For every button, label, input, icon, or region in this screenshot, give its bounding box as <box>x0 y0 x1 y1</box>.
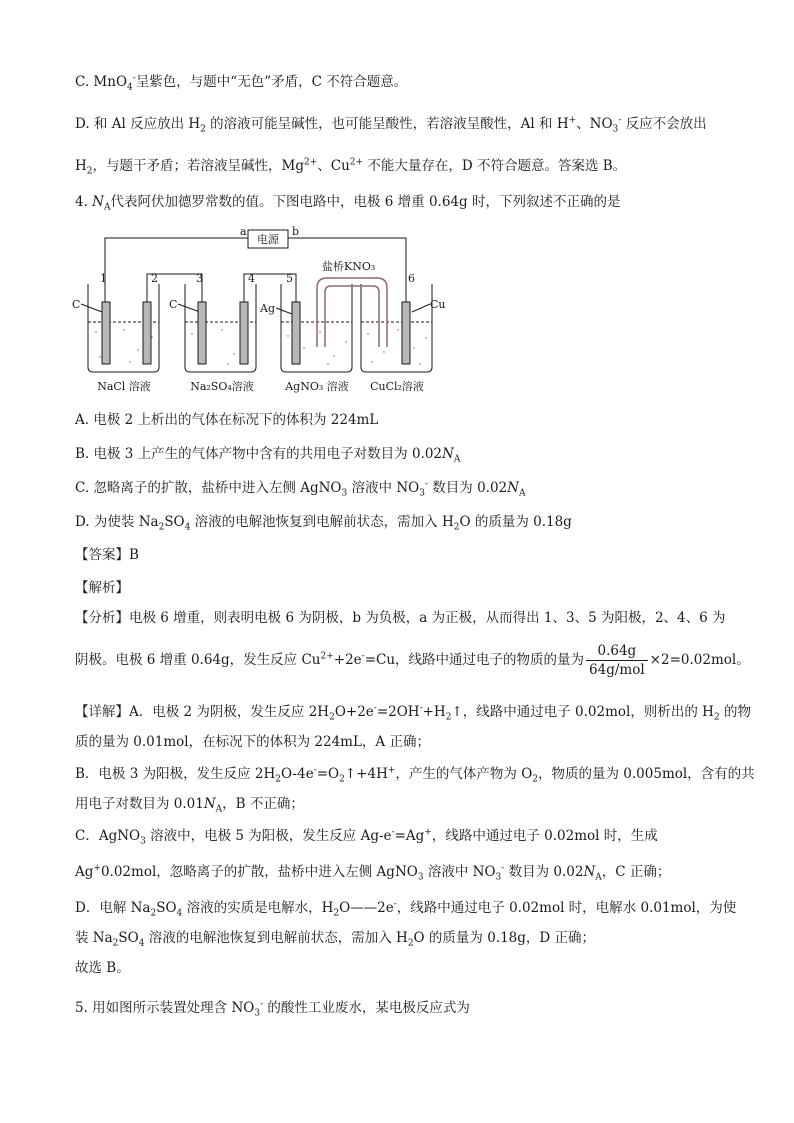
text-segment: C．AgNO <box>75 828 141 844</box>
analysis-heading <box>75 578 129 598</box>
text-segment: H <box>75 158 87 174</box>
text-segment: C. MnO <box>75 74 128 90</box>
avogadro-symbol: N <box>92 194 104 210</box>
text-segment: 呈紫色，与题中“无色”矛盾，C 不符合题意。 <box>135 74 408 90</box>
electrode-number-2: 2 <box>151 272 158 285</box>
electrolysis-circuit-figure <box>72 222 452 400</box>
fraction <box>586 642 648 679</box>
text-segment: O——2e <box>339 900 394 916</box>
detail-line-7 <box>75 898 736 918</box>
text-segment: SO <box>164 514 185 530</box>
text-segment: O 的质量为 0.18g <box>459 514 572 530</box>
subscript: A <box>103 202 111 213</box>
text-segment: 的物 <box>719 704 751 720</box>
text-segment: D．电解 Na <box>75 900 151 916</box>
electrode-2 <box>143 302 151 364</box>
electrode-6 <box>402 302 410 364</box>
subscript: 3 <box>495 872 502 883</box>
text-segment: 0.02mol，忽略离子的扩散，盐桥中进入左侧 AgNO <box>100 864 418 880</box>
detail-line-2 <box>75 732 430 752</box>
text-segment: D. 为使装 Na <box>75 514 159 530</box>
option-text: B. 电极 3 上产生的气体产物中含有的共用电子对数目为 0.02 <box>75 446 443 462</box>
detail-line-6 <box>75 862 670 882</box>
answer-line <box>75 545 139 565</box>
text-segment: ，C 正确； <box>601 864 671 880</box>
subscript: 3 <box>417 872 424 883</box>
text-segment: =Cu，线路中通过电子的物质的量为 <box>364 652 585 668</box>
detail-line-4 <box>75 794 304 814</box>
text-segment: 溶液的实质是电解水，H <box>182 900 334 916</box>
subscript: 2 <box>158 522 165 533</box>
salt-bridge-label: 盐桥KNO₃ <box>322 260 376 273</box>
text-segment: SO <box>156 900 177 916</box>
solution-label-cucl2: CuCl₂溶液 <box>370 380 424 393</box>
subscript: 2 <box>453 522 460 533</box>
analysis-text: 【分析】电极 6 增重，则表明电极 6 为阴极，b 为负极，a 为正极，从而得出 1、3、5 为阳极，2、4、6 为 <box>75 610 726 626</box>
question-text: 代表阿伏加德罗常数的值。下图电路中，电极 6 增重 0.64g 时，下列叙述不正确的是 <box>110 194 621 210</box>
superscript: - <box>313 765 317 776</box>
avogadro-symbol: N <box>583 864 596 880</box>
subscript: A <box>453 454 461 465</box>
question-5-stem <box>75 998 470 1018</box>
text-segment: 的酸性工业废水，某电极反应式为 <box>263 1000 470 1016</box>
superscript: - <box>501 863 505 874</box>
power-source-label: 电源 <box>257 233 279 246</box>
avogadro-symbol: N <box>203 796 216 812</box>
text-segment: 用电子对数目为 0.01 <box>75 796 204 812</box>
superscript: - <box>391 827 395 838</box>
superscript: - <box>424 479 428 490</box>
text-segment: 、Cu <box>317 158 350 174</box>
electrode-number-5: 5 <box>286 272 293 285</box>
subscript: 4 <box>176 908 183 919</box>
subscript: 2 <box>112 938 119 949</box>
subscript: 3 <box>140 836 146 847</box>
text-segment: 5. 用如图所示装置处理含 NO <box>75 1000 255 1016</box>
electrode-5 <box>292 302 300 364</box>
question-4-stem <box>75 192 620 212</box>
text-segment: 、NO <box>576 116 613 132</box>
solution-label-na2so4: Na₂SO₄溶液 <box>190 380 254 393</box>
text-segment: 溶液中 NO <box>423 864 496 880</box>
superscript: - <box>373 703 377 714</box>
text-segment: O 的质量为 0.18g，D 正确； <box>413 930 596 946</box>
text-segment: O+2e <box>334 704 374 720</box>
electrode-number-6: 6 <box>408 272 415 285</box>
subscript: A <box>215 804 223 815</box>
text-segment: ×2=0.02mol。 <box>649 652 750 668</box>
option-c <box>75 478 525 498</box>
text-segment: 【详解】A．电极 2 为阴极，发生反应 2H <box>75 704 330 720</box>
superscript: 2+ <box>320 651 334 662</box>
fraction-numerator: 0.64g <box>586 642 648 661</box>
option-b <box>75 444 460 464</box>
text-segment: B．电极 3 为阳极，发生反应 2H <box>75 766 276 782</box>
superscript: - <box>393 899 397 910</box>
text-segment: ↑+4H <box>344 766 388 782</box>
question-number: 4. <box>75 194 93 210</box>
superscript: - <box>361 651 365 662</box>
terminal-b-label: b <box>292 225 300 238</box>
subscript: 2 <box>329 712 335 723</box>
option-a <box>75 410 378 430</box>
avogadro-symbol: N <box>442 446 454 462</box>
text-segment: =Ag <box>394 828 425 844</box>
subscript: 2 <box>713 712 720 723</box>
subscript: 2 <box>407 938 414 949</box>
subscript: 3 <box>419 488 425 499</box>
subscript: A <box>518 488 526 499</box>
text-segment: ，线路中通过电子 0.02mol 时，电解水 0.01mol，为使 <box>396 900 737 916</box>
superscript: 2+ <box>349 157 364 168</box>
subscript: A <box>595 872 602 883</box>
option-d-previous-line2 <box>75 156 626 176</box>
text-segment: 故选 B。 <box>75 960 130 976</box>
analysis-line-1 <box>75 608 726 628</box>
carbon-electrode-label: C <box>72 298 81 311</box>
text-segment: O-4e <box>280 766 314 782</box>
subscript: 2 <box>150 908 157 919</box>
subscript: 2 <box>333 908 340 919</box>
detail-line-1 <box>75 702 751 722</box>
text-segment: ，产生的气体产物为 O <box>395 766 533 782</box>
superscript: - <box>618 115 622 126</box>
text-segment: D. 和 Al 反应放出 H <box>75 116 201 132</box>
subscript: 4 <box>184 522 191 533</box>
avogadro-symbol: N <box>507 480 519 496</box>
terminal-a-label: a <box>240 225 247 238</box>
subscript: 2 <box>532 774 538 785</box>
subscript: 2 <box>445 712 452 723</box>
text-segment: ，线路中通过电子 0.02mol 时，生成 <box>431 828 658 844</box>
electrode-4 <box>240 302 248 364</box>
text-segment: 反应不会放出 <box>621 116 707 132</box>
electrode-3 <box>198 302 206 364</box>
superscript: - <box>132 73 136 84</box>
subscript: 2 <box>275 774 281 785</box>
subscript: 3 <box>254 1008 261 1019</box>
subscript: 2 <box>200 124 206 135</box>
electrode-number-4: 4 <box>248 272 255 285</box>
superscript: + <box>424 827 432 838</box>
detail-line-8 <box>75 928 595 948</box>
solution-label-nacl: NaCl 溶液 <box>97 380 151 393</box>
text-segment: +H <box>422 704 446 720</box>
text-segment: ↑，线路中通过电子 0.02mol，则析出的 H <box>451 704 714 720</box>
text-segment: ，与题干矛盾；若溶液呈碱性，Mg <box>92 158 304 174</box>
text-segment: 溶液中 NO <box>347 480 420 496</box>
carbon-electrode-label: C <box>169 298 178 311</box>
subscript: 4 <box>138 938 145 949</box>
text-segment: 装 Na <box>75 930 113 946</box>
subscript: 3 <box>612 124 619 135</box>
electrode-number-1: 1 <box>100 272 107 285</box>
text-segment: 数目为 0.02 <box>504 864 584 880</box>
superscript: + <box>387 765 396 776</box>
detail-line-3 <box>75 764 755 784</box>
analysis-title: 【解析】 <box>75 580 129 596</box>
analysis-line-2 <box>75 638 750 682</box>
copper-electrode-label: Cu <box>430 298 446 311</box>
option-d-previous-line1 <box>75 114 707 134</box>
superscript: 2+ <box>303 157 318 168</box>
text-segment: =2OH <box>376 704 420 720</box>
superscript: + <box>93 863 101 874</box>
answer-text: 【答案】B <box>75 547 139 563</box>
text-segment: +2e <box>333 652 362 668</box>
electrode-1 <box>102 302 110 364</box>
fraction-denominator: 64g/mol <box>589 662 645 678</box>
subscript: 2 <box>339 774 345 785</box>
text-segment: 阴极。电极 6 增重 0.64g，发生反应 Cu <box>75 652 321 668</box>
text-segment: C. 忽略离子的扩散，盐桥中进入左侧 AgNO <box>75 480 342 496</box>
solution-label-agno3: AgNO₃ 溶液 <box>285 380 349 393</box>
electrode-number-3: 3 <box>196 272 203 285</box>
text-segment: 溶液的电解池恢复到电解前状态，需加入 H <box>144 930 408 946</box>
subscript: 3 <box>341 488 348 499</box>
text-segment: 质的量为 0.01mol，在标况下的体积为 224mL，A 正确； <box>75 734 430 750</box>
text-segment: 数目为 0.02 <box>427 480 508 496</box>
text-segment: SO <box>118 930 139 946</box>
text-segment: 溶液中，电极 5 为阳极，发生反应 Ag-e <box>145 828 392 844</box>
text-segment: 的溶液可能呈碱性，也可能呈酸性，若溶液呈酸性，Al 和 H <box>205 116 569 132</box>
detail-line-5 <box>75 826 658 846</box>
text-segment: ，B 不正确； <box>222 796 304 812</box>
subscript: 2 <box>86 166 93 177</box>
text-segment: 溶液的电解池恢复到电解前状态，需加入 H <box>190 514 454 530</box>
text-segment: 不能大量存在，D 不符合题意。答案选 B。 <box>363 158 627 174</box>
superscript: - <box>419 703 423 714</box>
option-c-previous <box>75 72 407 92</box>
superscript: + <box>568 115 577 126</box>
text-segment: Ag <box>75 864 94 880</box>
option-text: A. 电极 2 上析出的气体在标况下的体积为 224mL <box>75 412 379 428</box>
superscript: - <box>260 999 264 1010</box>
text-segment: =O <box>316 766 340 782</box>
text-segment: ，物质的量为 0.005mol，含有的共 <box>538 766 755 782</box>
detail-line-9 <box>75 958 130 978</box>
option-d <box>75 512 572 532</box>
subscript: 4 <box>127 82 133 93</box>
silver-electrode-label: Ag <box>260 302 275 315</box>
